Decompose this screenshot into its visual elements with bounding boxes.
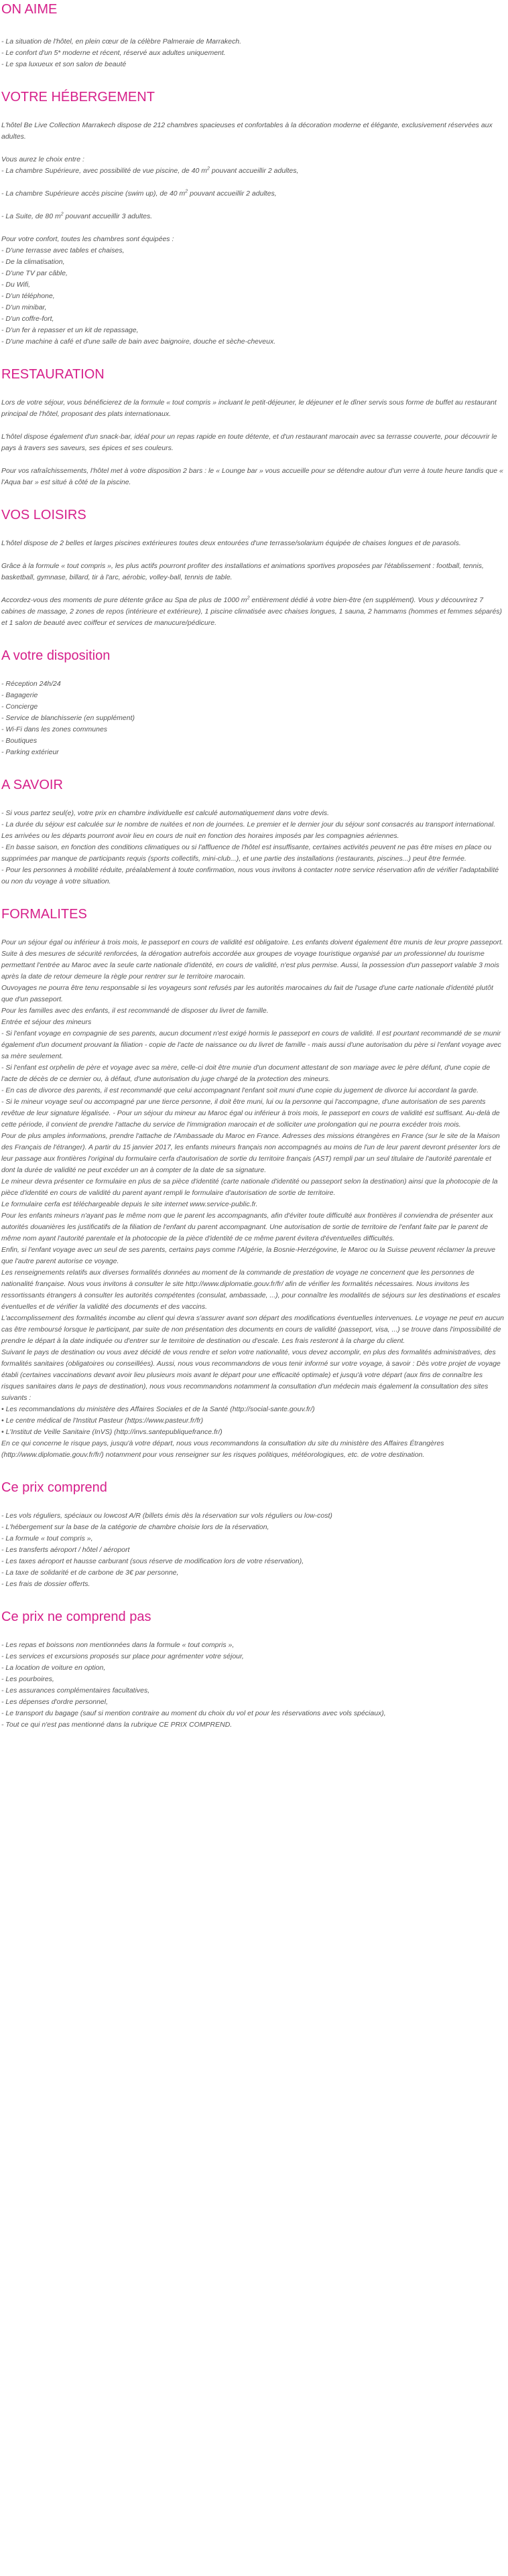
list-item: - La location de voiture en option, [1, 1664, 106, 1672]
list-item: - D'un coffre-fort, [1, 315, 54, 323]
section-title-formalites: FORMALITES [1, 907, 87, 922]
list-item: - Les assurances complémentaires facultatives, [1, 1687, 150, 1695]
section-title-a-savoir: A SAVOIR [1, 778, 63, 792]
list-item: - Les transferts aéroport / hôtel / aéroport [1, 1546, 130, 1554]
room-superieure-swim-up: - La chambre Supérieure accès piscine (swim up), de 40 $m^2$ pouvant accueillir 2 adultes, [1, 189, 277, 198]
list-item: - D'un minibar, [1, 303, 47, 311]
hebergement-intro: L'hôtel Be Live Collection Marrakech dispose de 212 chambres spacieuses et confortables à la décoration moderne et élégante, exclusivement réservées aux adultes. [1, 121, 493, 141]
section-loisirs [1, 507, 507, 629]
text-line: - La durée du séjour est calculée sur le nombre de nuitées et non de journées. Le premier et le dernier jour du séjour sont consacrés au transport international. Les arrivées ou les départs pourront avoir lieu en cours de nuit en fonction des horaires imposés par les compagnies aériennes. [1, 820, 496, 840]
list-item: - Boutiques [1, 737, 38, 745]
text-line: Ouvoyages ne pourra être tenu responsable si les voyageurs sont refusés par les autorités marocaines du fait de l'usage d'une carte nationale d'identité plutôt que d'un passeport. [1, 984, 493, 1003]
list-item: - D'une TV par câble, [1, 269, 68, 277]
list-item: - Les taxes aéroport et hausse carburant (sous réserve de modification lors de votre réservation), [1, 1557, 304, 1565]
room-equipment-list [1, 245, 507, 348]
list-item: - Les vols réguliers, spéciaux ou lowcost A/R (billets émis dès la réservation sur vols réguliers ou low-cost) [1, 1512, 332, 1520]
loisirs-para-3: Accordez-vous des moments de pure détente grâce au Spa de plus de 1000 $m^2$ entièrement dédié à votre bien-être (en supplément). Vous y découvrirez 7 cabines de massage, 2 zones de repos (intérieure et extérieure), 1 piscine climatisée avec chaises longues, 1 sauna, 2 hammams (hommes et femmes séparés) et 1 salon de beauté avec coiffeur et services de manucure/pédicure. [1, 595, 503, 627]
list-item: - La formule « tout compris », [1, 1534, 93, 1543]
text-line: Les renseignements relatifs aux diverses formalités données au moment de la commande de prestation de voyage ne concernent que les personnes de nationalité française. Nous vous invitons à consulter le site http://www.diplomatie.gouv.fr/fr/ afin de vérifier les formalités nécessaires. Nous invitons les ressortissants étrangers à consulter les autorités compétentes (consulat, ambassade, ...), pour connaître les modalités de séjours sur les destinations et escales éventuelles et de vérifier la validité des documents et des vaccins. [1, 1269, 501, 1311]
section-title-hebergement: VOTRE HÉBERGEMENT [1, 90, 155, 104]
list-item: - Le transport du bagage (sauf si mention contraire au moment du choix du vol et pour les réservations avec vols spéciaux), [1, 1709, 386, 1717]
a-savoir-text [1, 808, 507, 887]
text-line: - Pour les personnes à mobilité réduite, préalablement à toute confirmation, nous vous invitons à contacter notre service réservation afin de vérifier l'adaptabilité ou non du voyage à votre situation. [1, 866, 499, 885]
text-line: - En basse saison, en fonction des conditions climatiques ou si l'affluence de l'hôtel est insuffisante, certaines activités peuvent ne pas être mises en place ou supprimées par manque de participants requis (sports collectifs, mini-club...), et une partie des installations (restaurants, piscines...) peut être fermée. [1, 843, 492, 863]
list-item: - Réception 24h/24 [1, 680, 61, 688]
text-line: - En cas de divorce des parents, il est recommandé que celui accompagnant l'enfant soit muni d'une copie du jugement de divorce lui accordant la garde. [1, 1086, 479, 1094]
list-item: - D'une machine à café et d'une salle de bain avec baignoire, douche et sèche-cheveux. [1, 338, 276, 346]
loisirs-para-1: L'hôtel dispose de 2 belles et larges piscines extérieures toutes deux entourées d'une terrasse/solarium équipée de chaises longues et de parasols. [1, 539, 461, 547]
list-item: - Les frais de dossier offerts. [1, 1580, 90, 1588]
text-line: Pour un séjour égal ou inférieur à trois mois, le passeport en cours de validité est obligatoire. Les enfants doivent également être munis de leur propre passeport. [1, 938, 503, 946]
list-item: - La situation de l'hôtel, en plein cœur de la célèbre Palmeraie de Marrakech. [1, 38, 242, 46]
text-line: - Si le mineur voyage seul ou accompagné par une tierce personne, il doit être muni, lui ou la personne qui l'accompagne, d'une autorisation de ses parents revêtue de leur signature légalisée. - Pour un séjour du mineur au Maroc égal ou inférieur à trois mois, le passeport en cours de validité est suffisant. Au-delà de cette période, il convient de prendre l'attache du service de l'immigration marocain et de solliciter une prolongation qui ne pourra excéder trois mois. [1, 1098, 500, 1129]
list-item: - De la climatisation, [1, 258, 65, 266]
text-line: Entrée et séjour des mineurs [1, 1018, 92, 1026]
page [0, 1, 508, 1736]
section-title-disposition: A votre disposition [1, 648, 111, 663]
room-equipment [1, 234, 507, 348]
formalites-text [1, 937, 507, 1461]
prix-ne-comprend-pas-list [1, 1640, 507, 1731]
list-item: - Du Wifi, [1, 281, 31, 289]
room-choices [1, 154, 507, 222]
text-line: • Le centre médical de l'Institut Pasteur (https://www.pasteur.fr/fr) [1, 1417, 204, 1425]
section-formalites [1, 906, 507, 1461]
text-line: Pour les enfants mineurs n'ayant pas le même nom que le parent les accompagnants, afin d'éviter toute difficulté aux frontières il conviendra de présenter aux autorités douanières les justificatifs de la filiation de l'enfant du parent accompagnant. Une autorisation de sortie de territoire de l'enfant faite par le parent de même nom ayant l'autorité parentale et la photocopie de la pièce d'identité de ce même parent évitera d'éventuelles difficultés. [1, 1212, 493, 1242]
text-line: Pour de plus amples informations, prendre l'attache de l'Ambassade du Maroc en France. Adresses des missions étrangères en France (sur le site de la Maison des Français de l'étranger). A partir du 15 janvier 2017, les enfants mineurs français non accompagnés au moins de l'un de leur parent devront présenter lors de leur passage aux frontières l'original du formulaire cerfa d'autorisation de sortie du territoire français (AST) rempli par un seul titulaire de l'autorité parentale et dont la durée de validité ne peut excéder un an à compter de la date de sa signature. [1, 1132, 501, 1174]
on-aime-list [1, 36, 507, 70]
text-line: - Si vous partez seul(e), votre prix en chambre individuelle est calculé automatiquement dans votre devis. [1, 809, 330, 817]
list-item: - Service de blanchisserie (en supplément) [1, 714, 135, 722]
section-disposition [1, 648, 507, 758]
room-choice-title: Vous aurez le choix entre : [1, 155, 84, 163]
section-restauration [1, 366, 507, 488]
list-item: - Bagagerie [1, 691, 38, 699]
list-item: - D'un téléphone, [1, 292, 55, 300]
section-title-on-aime: ON AIME [1, 2, 58, 17]
text-line: En ce qui concerne le risque pays, jusqu'à votre départ, nous vous recommandons la consultation du site du ministère des Affaires Étrangères (http://www.diplomatie.gouv.fr/fr/) notamment pour vous renseigner sur les risques politiques, météorologiques, etc. de votre destination. [1, 1439, 444, 1459]
loisirs-para-2: Grâce à la formule « tout compris », les plus actifs pourront profiter des installations et animations sportives proposées par l'établissement : football, tennis, basketball, gymnase, billard, tir à l'arc, aérobic, volley-ball, tennis de table. [1, 562, 484, 581]
text-line: • Les recommandations du ministère des Affaires Sociales et de la Santé (http://social-sante.gouv.fr/) [1, 1405, 315, 1413]
text-line: L'accomplissement des formalités incombe au client qui devra s'assurer avant son départ des modifications éventuelles intervenues. Le voyage ne peut en aucun cas être remboursé lorsque le participant, par suite de non présentation des documents en cours de validité (passeport, visa, ...) se trouve dans l'impossibilité de prendre le départ à la date indiquée ou d'entrer sur le territoire de destination ou d'escale. Les frais resteront à la charge du client. [1, 1314, 504, 1345]
list-item: - Tout ce qui n'est pas mentionné dans la rubrique CE PRIX COMPREND. [1, 1721, 233, 1729]
text-line: Suite à des mesures de sécurité renforcées, la dérogation autrefois accordée aux groupes de voyage touristique organisé par un professionnel du tourisme permettant l'entrée au Maroc avec la seule carte nationale d'identité, en cours de validité, n'est plus permise. Aussi, la possession d'un passeport valable 3 mois après la date de retour demeure la règle pour rentrer sur le territoire marocain. [1, 950, 500, 981]
disposition-list [1, 678, 507, 758]
text-line: - Si l'enfant est orphelin de père et voyage avec sa mère, celle-ci doit être munie d'un document attestant de son mariage avec le père défunt, d'une copie de l'acte de décès de ce dernier ou, à défaut, d'une autorisation du juge chargé de la protection des mineurs. [1, 1064, 491, 1083]
list-item: - Parking extérieur [1, 748, 59, 756]
list-item: - D'une terrasse avec tables et chaises, [1, 246, 125, 255]
section-prix-ne-comprend-pas [1, 1609, 507, 1731]
list-item: - Concierge [1, 703, 38, 711]
list-item: - Le spa luxueux et son salon de beauté [1, 60, 127, 68]
room-superieure: - La chambre Supérieure, avec possibilité de vue piscine, de 40 $m^2$ pouvant accueillir 2 adultes, [1, 166, 299, 175]
list-item: - La taxe de solidarité et de carbone de 3€ par personne, [1, 1569, 179, 1577]
text-line: Suivant le pays de destination ou vous avez décidé de vous rendre et selon votre nationalité, vous devez accomplir, en plus des formalités administratives, des formalités sanitaires (obligatoires ou conseillées). Aussi, nous vous recommandons de vous tenir informé sur votre voyage, à savoir : Dès votre projet de voyage établi (certaines vaccinations devant avoir lieu plusieurs mois avant le départ pour une efficacité optimale) et jusqu'à votre départ (aux fins de connaître les risques sanitaires dans le pays de destination), nous vous recommandons notamment la consultation d'un médecin mais également la consultation des sites suivants : [1, 1348, 501, 1402]
list-item: - Les services et excursions proposés sur place pour agrémenter votre séjour, [1, 1652, 244, 1660]
restauration-para-1: Lors de votre séjour, vous bénéficierez de la formule « tout compris » incluant le petit-déjeuner, le déjeuner et le dîner servis sous forme de buffet au restaurant principal de l'hôtel, proposant des plats internationaux. [1, 399, 497, 418]
room-equipment-title: Pour votre confort, toutes les chambres sont équipées : [1, 235, 174, 243]
prix-comprend-list [1, 1510, 507, 1590]
list-item: - Le confort d'un 5* moderne et récent, réservé aux adultes uniquement. [1, 49, 226, 57]
room-suite: - La Suite, de 80 $m^2$ pouvant accueillir 3 adultes. [1, 212, 153, 220]
text-line: • L'Institut de Veille Sanitaire (InVS) (http://invs.santepubliquefrance.fr/) [1, 1428, 223, 1436]
section-a-savoir [1, 777, 507, 887]
section-hebergement [1, 89, 507, 348]
text-line: Enfin, si l'enfant voyage avec un seul de ses parents, certains pays comme l'Algérie, la Bosnie-Herzégovine, le Maroc ou la Suisse peuvent réclamer la preuve que l'autre parent autorise ce voyage. [1, 1246, 496, 1265]
section-title-loisirs: VOS LOISIRS [1, 508, 86, 522]
list-item: - Les pourboires, [1, 1675, 54, 1683]
list-item: - L'hébergement sur la base de la catégorie de chambre choisie lors de la réservation, [1, 1523, 269, 1531]
list-item: - D'un fer à repasser et un kit de repassage, [1, 326, 139, 334]
section-title-restauration: RESTAURATION [1, 367, 105, 382]
text-line: Le formulaire cerfa est téléchargeable depuis le site internet www.service-public.fr. [1, 1200, 258, 1208]
section-title-prix-ne-comprend-pas: Ce prix ne comprend pas [1, 1609, 151, 1624]
text-line: - Si l'enfant voyage en compagnie de ses parents, aucun document n'est exigé hormis le passeport en cours de validité. Il est pourtant recommandé de se munir également d'un document prouvant la filiation - copie de l'acte de naissance ou du livret de famille - mais aussi d'une autorisation du père si l'enfant voyage avec sa mère seulement. [1, 1029, 501, 1060]
list-item: - Wi-Fi dans les zones communes [1, 725, 108, 733]
list-item: - Les repas et boissons non mentionnées dans la formule « tout compris », [1, 1641, 235, 1649]
restauration-para-2: L'hôtel dispose également d'un snack-bar, idéal pour un repas rapide en toute détente, et d'un restaurant marocain avec sa terrasse couverte, pour découvrir le pays à travers ses saveurs, ses épices et ses couleurs. [1, 433, 497, 452]
section-on-aime [1, 1, 507, 70]
text-line: Le mineur devra présenter ce formulaire en plus de sa pièce d'identité (carte nationale d'identité ou passeport selon la destination) ainsi que la photocopie de la pièce d'identité en cours de validité du parent ayant rempli le formulaire d'autorisation de sortie de territoire. [1, 1177, 498, 1197]
text-line: Pour les familles avec des enfants, il est recommandé de disposer du livret de famille. [1, 1007, 269, 1015]
list-item: - Les dépenses d'ordre personnel, [1, 1698, 109, 1706]
section-prix-comprend [1, 1480, 507, 1590]
section-title-prix-comprend: Ce prix comprend [1, 1480, 107, 1495]
restauration-para-3: Pour vos rafraîchissements, l'hôtel met à votre disposition 2 bars : le « Lounge bar » vous accueille pour se détendre autour d'un verre à toute heure tandis que « l'Aqua bar » est situé à côté de la piscine. [1, 467, 503, 486]
